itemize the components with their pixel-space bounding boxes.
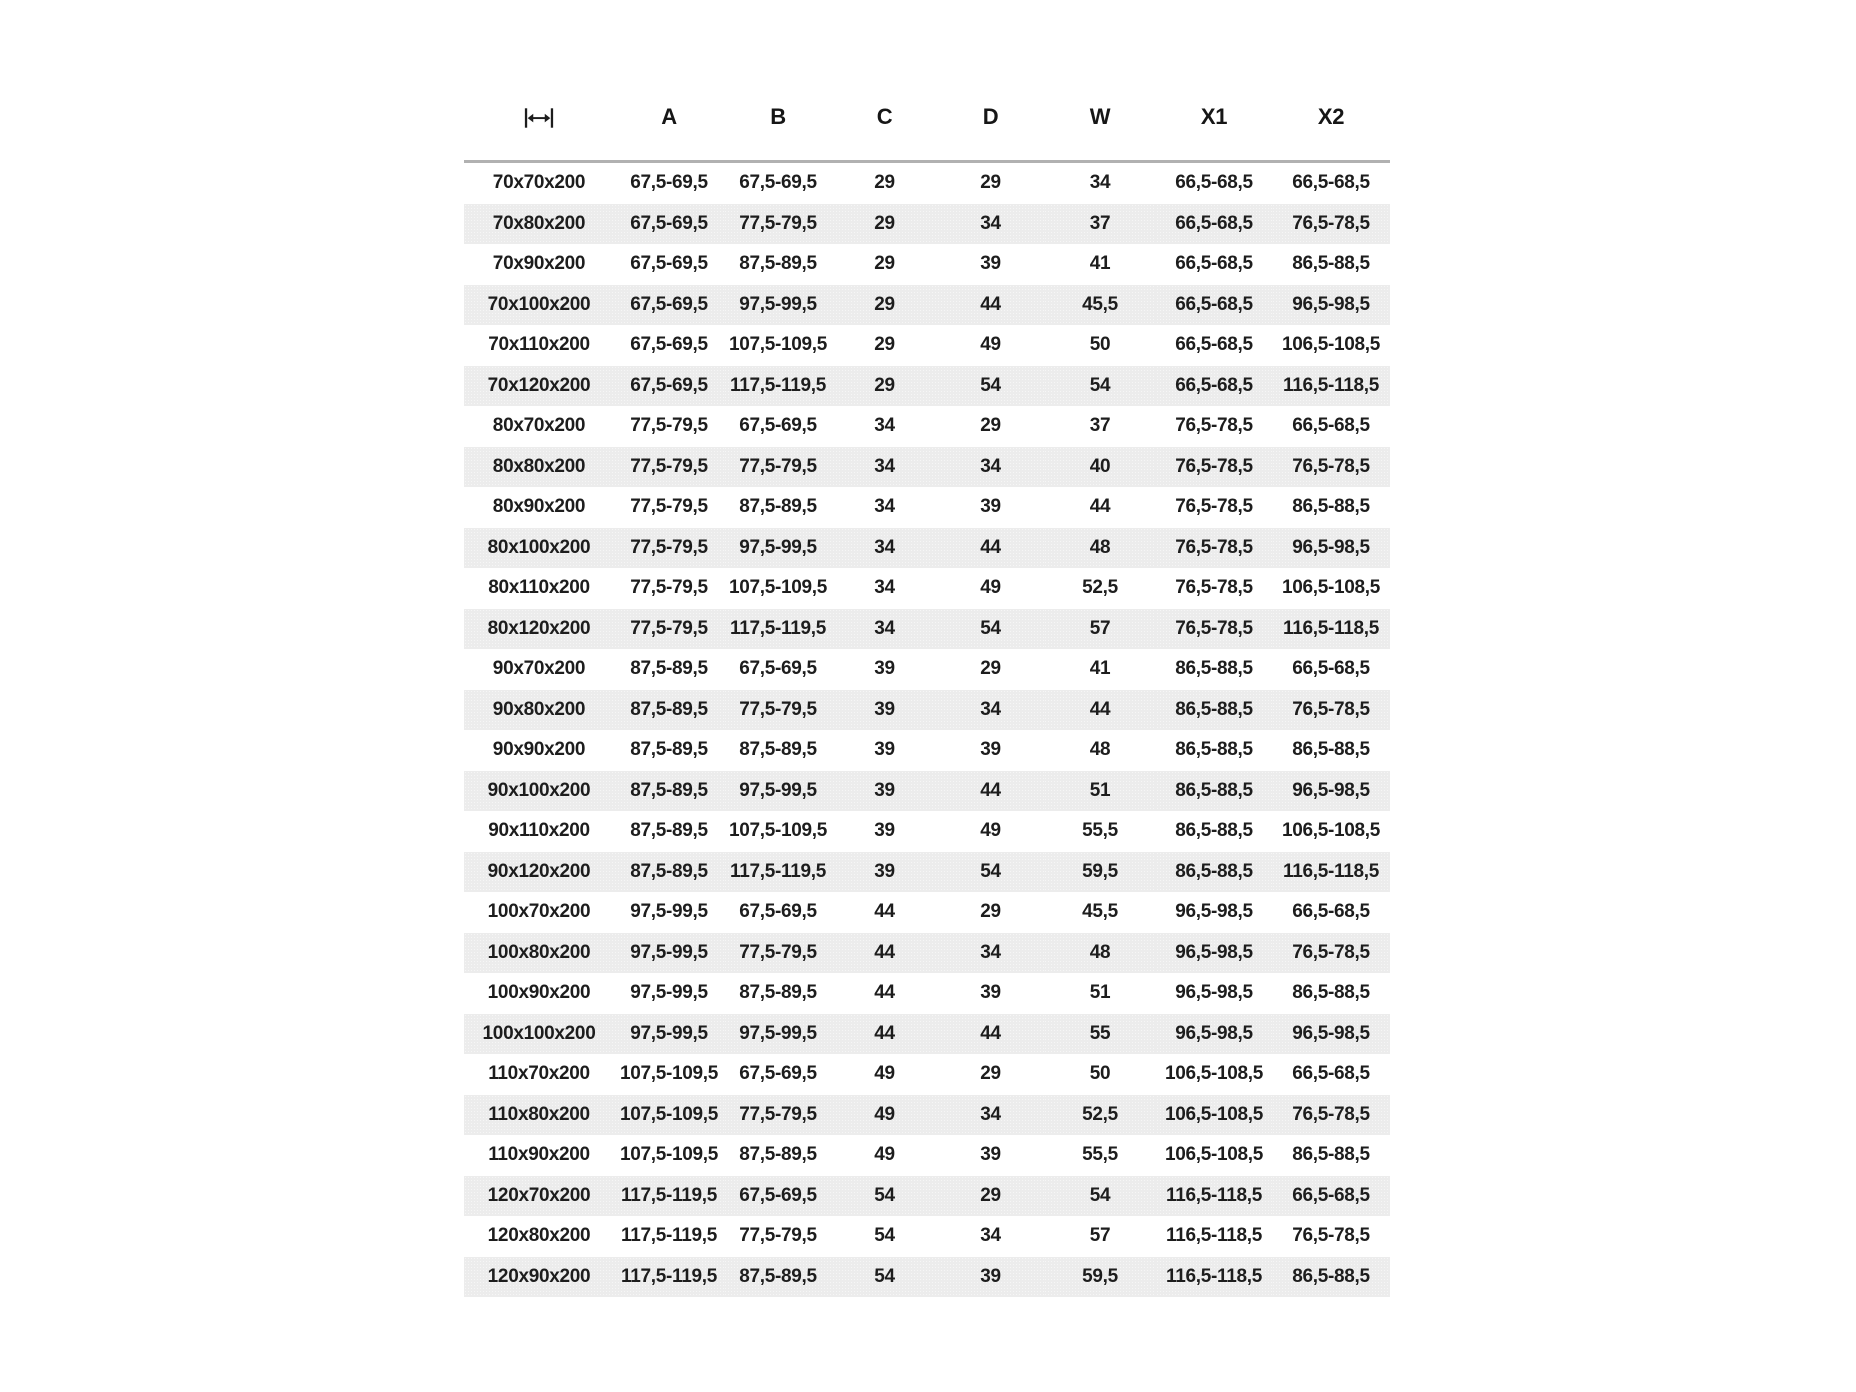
value-cell: 49 [980, 334, 1001, 356]
value-cell: 116,5-118,5 [1272, 366, 1390, 407]
value-cell: 55,5 [1082, 820, 1118, 842]
table-row [464, 285, 1390, 326]
value-cell: 87,5-89,5 [739, 496, 817, 518]
value-cell: 66,5-68,5 [1292, 1063, 1370, 1085]
value-cell: 66,5-68,5 [1156, 285, 1272, 326]
value-cell: 66,5-68,5 [1292, 415, 1370, 437]
value-cell: 86,5-88,5 [1156, 852, 1272, 893]
value-cell: 45,5 [1044, 285, 1156, 326]
value-cell: 39 [937, 1257, 1044, 1298]
value-cell: 44 [1044, 690, 1156, 731]
value-cell: 77,5-79,5 [614, 447, 724, 488]
value-cell: 87,5-89,5 [724, 1257, 832, 1298]
value-cell: 59,5 [1044, 1257, 1156, 1298]
value-cell: 87,5-89,5 [630, 658, 708, 680]
value-cell: 87,5-89,5 [630, 820, 708, 842]
value-cell: 48 [1089, 739, 1111, 761]
value-cell: 29 [980, 901, 1001, 923]
table-row [464, 528, 1390, 569]
value-cell: 44 [937, 528, 1044, 569]
value-cell: 34 [874, 496, 895, 518]
value-cell: 29 [980, 415, 1001, 437]
table-row [464, 892, 1390, 933]
value-cell: 87,5-89,5 [739, 1144, 817, 1166]
value-cell: 76,5-78,5 [1272, 1095, 1390, 1136]
value-cell: 49 [980, 577, 1001, 599]
table-row [464, 406, 1390, 447]
value-cell: 45,5 [1082, 901, 1118, 923]
table-row [464, 162, 1390, 204]
dimension-cell: 120x90x200 [464, 1257, 614, 1298]
value-cell: 86,5-88,5 [1156, 690, 1272, 731]
table-row [464, 325, 1390, 366]
value-cell: 59,5 [1044, 852, 1156, 893]
value-cell: 77,5-79,5 [724, 933, 832, 974]
value-cell: 76,5-78,5 [1156, 609, 1272, 650]
dimension-cell: 110x80x200 [464, 1095, 614, 1136]
value-cell: 49 [874, 1063, 895, 1085]
value-cell: 39 [874, 820, 895, 842]
table-row [464, 609, 1390, 650]
dimension-cell: 110x90x200 [488, 1144, 590, 1166]
value-cell: 87,5-89,5 [614, 690, 724, 731]
header-x1: X1 [1156, 74, 1272, 162]
table-row [464, 730, 1390, 771]
value-cell: 66,5-68,5 [1292, 658, 1370, 680]
value-cell: 76,5-78,5 [1272, 204, 1390, 245]
value-cell: 29 [980, 1063, 1001, 1085]
header-dimension [464, 74, 614, 162]
value-cell: 86,5-88,5 [1156, 771, 1272, 812]
value-cell: 29 [832, 285, 937, 326]
value-cell: 76,5-78,5 [1175, 496, 1253, 518]
value-cell: 77,5-79,5 [630, 577, 708, 599]
value-cell: 39 [832, 690, 937, 731]
table-row [464, 204, 1390, 245]
value-cell: 44 [832, 933, 937, 974]
value-cell: 96,5-98,5 [1272, 771, 1390, 812]
value-cell: 97,5-99,5 [630, 982, 708, 1004]
value-cell: 34 [937, 933, 1044, 974]
value-cell: 96,5-98,5 [1272, 1014, 1390, 1055]
value-cell: 49 [874, 1144, 895, 1166]
value-cell: 39 [980, 253, 1001, 275]
table-row [464, 973, 1390, 1014]
value-cell: 117,5-119,5 [614, 1257, 724, 1298]
value-cell: 54 [832, 1176, 937, 1217]
dimension-cell: 100x70x200 [487, 901, 591, 923]
value-cell: 48 [1044, 933, 1156, 974]
value-cell: 117,5-119,5 [620, 1225, 718, 1247]
dimension-cell: 80x70x200 [492, 415, 586, 437]
value-cell: 76,5-78,5 [1175, 577, 1253, 599]
header-b: B [724, 74, 832, 162]
value-cell: 57 [1089, 1225, 1111, 1247]
header-x2: X2 [1272, 74, 1390, 162]
value-cell: 29 [874, 172, 895, 194]
value-cell: 34 [832, 447, 937, 488]
value-cell: 44 [937, 771, 1044, 812]
table-row [464, 1216, 1390, 1257]
value-cell: 106,5-108,5 [1164, 1144, 1264, 1166]
value-cell: 86,5-88,5 [1175, 739, 1253, 761]
table-row [464, 852, 1390, 893]
value-cell: 29 [980, 658, 1001, 680]
value-cell: 67,5-69,5 [630, 253, 708, 275]
value-cell: 97,5-99,5 [614, 1014, 724, 1055]
value-cell: 44 [1089, 496, 1111, 518]
value-cell: 76,5-78,5 [1272, 690, 1390, 731]
value-cell: 86,5-88,5 [1175, 658, 1253, 680]
value-cell: 54 [937, 609, 1044, 650]
value-cell: 54 [1044, 366, 1156, 407]
value-cell: 66,5-68,5 [1156, 366, 1272, 407]
value-cell: 55 [1044, 1014, 1156, 1055]
table-row [464, 1014, 1390, 1055]
dimension-cell: 100x90x200 [487, 982, 591, 1004]
table-row [464, 568, 1390, 609]
value-cell: 86,5-88,5 [1292, 496, 1370, 518]
value-cell: 77,5-79,5 [724, 690, 832, 731]
value-cell: 54 [1044, 1176, 1156, 1217]
value-cell: 86,5-88,5 [1292, 982, 1370, 1004]
value-cell: 44 [874, 982, 895, 1004]
value-cell: 77,5-79,5 [630, 496, 708, 518]
value-cell: 67,5-69,5 [724, 1176, 832, 1217]
value-cell: 34 [980, 1225, 1001, 1247]
value-cell: 29 [832, 204, 937, 245]
value-cell: 34 [832, 609, 937, 650]
value-cell: 40 [1044, 447, 1156, 488]
value-cell: 34 [874, 415, 895, 437]
table-row [464, 244, 1390, 285]
dimension-cell: 70x100x200 [464, 285, 614, 326]
value-cell: 76,5-78,5 [1272, 933, 1390, 974]
dimension-cell: 80x120x200 [464, 609, 614, 650]
value-cell: 50 [1089, 334, 1111, 356]
dimension-cell: 80x100x200 [464, 528, 614, 569]
value-cell: 67,5-69,5 [614, 285, 724, 326]
value-cell: 106,5-108,5 [1164, 1063, 1264, 1085]
table-row [464, 447, 1390, 488]
value-cell: 39 [832, 771, 937, 812]
value-cell: 76,5-78,5 [1175, 415, 1253, 437]
value-cell: 77,5-79,5 [630, 415, 708, 437]
value-cell: 106,5-108,5 [1281, 820, 1381, 842]
value-cell: 34 [937, 690, 1044, 731]
value-cell: 66,5-68,5 [1292, 901, 1370, 923]
table-row [464, 1054, 1390, 1095]
value-cell: 107,5-109,5 [728, 334, 828, 356]
value-cell: 66,5-68,5 [1175, 253, 1253, 275]
value-cell: 52,5 [1044, 1095, 1156, 1136]
table-row [464, 933, 1390, 974]
dimension-cell: 70x110x200 [488, 334, 590, 356]
value-cell: 29 [874, 334, 895, 356]
value-cell: 67,5-69,5 [630, 172, 708, 194]
value-cell: 54 [874, 1225, 895, 1247]
value-cell: 66,5-68,5 [1175, 172, 1253, 194]
value-cell: 116,5-118,5 [1272, 852, 1390, 893]
value-cell: 96,5-98,5 [1175, 901, 1253, 923]
value-cell: 67,5-69,5 [614, 366, 724, 407]
value-cell: 86,5-88,5 [1292, 739, 1370, 761]
value-cell: 77,5-79,5 [614, 528, 724, 569]
value-cell: 107,5-109,5 [619, 1063, 719, 1085]
value-cell: 76,5-78,5 [1156, 528, 1272, 569]
dimension-cell: 100x80x200 [464, 933, 614, 974]
value-cell: 54 [832, 1257, 937, 1298]
value-cell: 39 [874, 739, 895, 761]
value-cell: 41 [1089, 658, 1111, 680]
value-cell: 86,5-88,5 [1292, 253, 1370, 275]
value-cell: 67,5-69,5 [739, 658, 817, 680]
header-w: W [1044, 74, 1156, 162]
value-cell: 116,5-118,5 [1156, 1176, 1272, 1217]
value-cell: 77,5-79,5 [739, 1225, 817, 1247]
value-cell: 34 [937, 447, 1044, 488]
value-cell: 77,5-79,5 [614, 609, 724, 650]
value-cell: 54 [937, 852, 1044, 893]
value-cell: 117,5-119,5 [724, 852, 832, 893]
value-cell: 44 [937, 285, 1044, 326]
value-cell: 34 [937, 1095, 1044, 1136]
table-row [464, 1176, 1390, 1217]
table-row [464, 487, 1390, 528]
value-cell: 76,5-78,5 [1272, 447, 1390, 488]
value-cell: 39 [980, 739, 1001, 761]
value-cell: 97,5-99,5 [724, 1014, 832, 1055]
value-cell: 67,5-69,5 [739, 415, 817, 437]
table-row [464, 811, 1390, 852]
value-cell: 29 [874, 253, 895, 275]
value-cell: 51 [1044, 771, 1156, 812]
value-cell: 37 [1044, 204, 1156, 245]
value-cell: 96,5-98,5 [1272, 528, 1390, 569]
value-cell: 41 [1089, 253, 1111, 275]
value-cell: 87,5-89,5 [614, 852, 724, 893]
value-cell: 87,5-89,5 [614, 771, 724, 812]
value-cell: 77,5-79,5 [724, 204, 832, 245]
dimension-cell: 80x110x200 [488, 577, 590, 599]
value-cell: 87,5-89,5 [739, 982, 817, 1004]
value-cell: 107,5-109,5 [619, 1144, 719, 1166]
value-cell: 87,5-89,5 [630, 739, 708, 761]
value-cell: 66,5-68,5 [1175, 334, 1253, 356]
value-cell: 44 [832, 1014, 937, 1055]
value-cell: 106,5-108,5 [1281, 334, 1381, 356]
value-cell: 96,5-98,5 [1272, 285, 1390, 326]
dimension-cell: 80x90x200 [492, 496, 586, 518]
value-cell: 44 [937, 1014, 1044, 1055]
header-c: C [832, 74, 937, 162]
value-cell: 107,5-109,5 [728, 820, 828, 842]
value-cell: 97,5-99,5 [630, 901, 708, 923]
dimension-cell: 100x100x200 [464, 1014, 614, 1055]
value-cell: 67,5-69,5 [630, 334, 708, 356]
value-cell: 39 [980, 496, 1001, 518]
value-cell: 96,5-98,5 [1156, 933, 1272, 974]
value-cell: 34 [874, 577, 895, 599]
table-body [464, 162, 1390, 1298]
dimension-cell: 90x120x200 [464, 852, 614, 893]
value-cell: 34 [832, 528, 937, 569]
value-cell: 52,5 [1082, 577, 1118, 599]
value-cell: 87,5-89,5 [739, 739, 817, 761]
dimension-cell: 90x70x200 [492, 658, 586, 680]
dimension-cell: 80x80x200 [464, 447, 614, 488]
value-cell: 66,5-68,5 [1156, 204, 1272, 245]
value-cell: 44 [874, 901, 895, 923]
value-cell: 49 [980, 820, 1001, 842]
value-cell: 29 [980, 172, 1001, 194]
value-cell: 48 [1044, 528, 1156, 569]
value-cell: 86,5-88,5 [1292, 1144, 1370, 1166]
value-cell: 50 [1089, 1063, 1111, 1085]
header-d: D [937, 74, 1044, 162]
value-cell: 66,5-68,5 [1272, 1176, 1390, 1217]
value-cell: 97,5-99,5 [724, 528, 832, 569]
value-cell: 34 [937, 204, 1044, 245]
header-a: A [614, 74, 724, 162]
dimension-cell: 70x80x200 [464, 204, 614, 245]
value-cell: 57 [1044, 609, 1156, 650]
value-cell: 76,5-78,5 [1156, 447, 1272, 488]
value-cell: 116,5-118,5 [1156, 1257, 1272, 1298]
dimension-cell: 90x100x200 [464, 771, 614, 812]
value-cell: 87,5-89,5 [739, 253, 817, 275]
dimension-cell: 120x70x200 [464, 1176, 614, 1217]
dimensions-table [464, 74, 1390, 1297]
dimension-cell: 90x80x200 [464, 690, 614, 731]
value-cell: 107,5-109,5 [728, 577, 828, 599]
value-cell: 117,5-119,5 [614, 1176, 724, 1217]
dimension-cell: 70x90x200 [492, 253, 586, 275]
dimension-cell: 70x70x200 [492, 172, 586, 194]
dimension-cell: 90x90x200 [492, 739, 586, 761]
table-row [464, 1095, 1390, 1136]
value-cell: 67,5-69,5 [614, 204, 724, 245]
table-row [464, 649, 1390, 690]
table-row [464, 366, 1390, 407]
dimension-cell: 90x110x200 [488, 820, 590, 842]
value-cell: 116,5-118,5 [1165, 1225, 1263, 1247]
dimension-cell: 120x80x200 [487, 1225, 591, 1247]
dimension-cell: 70x120x200 [464, 366, 614, 407]
value-cell: 107,5-109,5 [614, 1095, 724, 1136]
value-cell: 51 [1089, 982, 1111, 1004]
value-cell: 116,5-118,5 [1272, 609, 1390, 650]
value-cell: 86,5-88,5 [1175, 820, 1253, 842]
value-cell: 66,5-68,5 [1292, 172, 1370, 194]
table-row [464, 771, 1390, 812]
value-cell: 97,5-99,5 [724, 285, 832, 326]
value-cell: 39 [980, 982, 1001, 1004]
value-cell: 39 [832, 852, 937, 893]
table-row [464, 1135, 1390, 1176]
value-cell: 39 [874, 658, 895, 680]
header-row [464, 74, 1390, 162]
value-cell: 86,5-88,5 [1272, 1257, 1390, 1298]
value-cell: 117,5-119,5 [724, 609, 832, 650]
width-dimension-icon [524, 107, 554, 129]
table-row [464, 690, 1390, 731]
value-cell: 67,5-69,5 [739, 1063, 817, 1085]
value-cell: 96,5-98,5 [1156, 1014, 1272, 1055]
value-cell: 29 [832, 366, 937, 407]
value-cell: 77,5-79,5 [724, 447, 832, 488]
value-cell: 39 [980, 1144, 1001, 1166]
table-row [464, 1257, 1390, 1298]
value-cell: 97,5-99,5 [724, 771, 832, 812]
dimension-cell: 110x70x200 [488, 1063, 590, 1085]
value-cell: 117,5-119,5 [724, 366, 832, 407]
value-cell: 67,5-69,5 [739, 172, 817, 194]
value-cell: 77,5-79,5 [724, 1095, 832, 1136]
value-cell: 29 [937, 1176, 1044, 1217]
value-cell: 106,5-108,5 [1281, 577, 1381, 599]
value-cell: 37 [1089, 415, 1111, 437]
value-cell: 54 [937, 366, 1044, 407]
value-cell: 49 [832, 1095, 937, 1136]
value-cell: 97,5-99,5 [614, 933, 724, 974]
value-cell: 34 [1089, 172, 1111, 194]
value-cell: 106,5-108,5 [1156, 1095, 1272, 1136]
value-cell: 96,5-98,5 [1175, 982, 1253, 1004]
value-cell: 76,5-78,5 [1292, 1225, 1370, 1247]
value-cell: 67,5-69,5 [739, 901, 817, 923]
value-cell: 55,5 [1082, 1144, 1118, 1166]
